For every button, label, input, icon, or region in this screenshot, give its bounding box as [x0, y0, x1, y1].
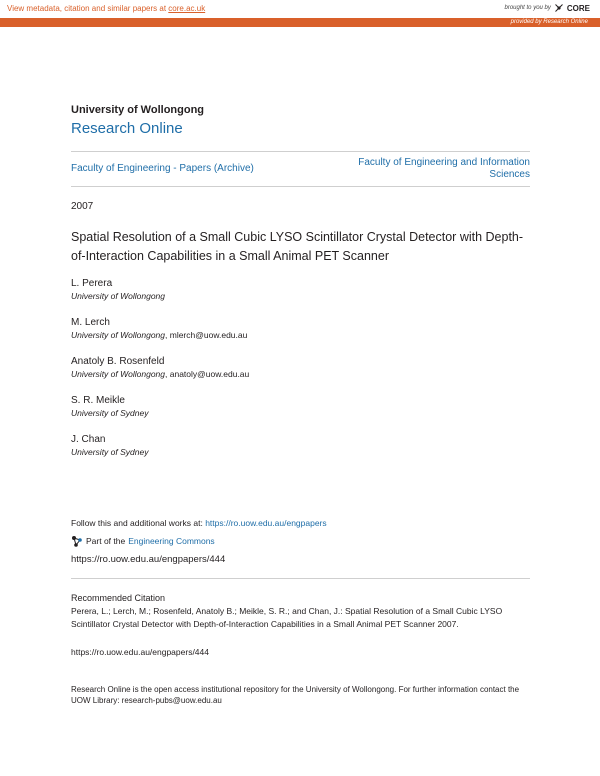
author-item — [71, 434, 249, 458]
author-item — [71, 317, 249, 341]
core-brought-by — [505, 3, 591, 13]
author-email: , anatoly@uow.edu.au — [165, 369, 250, 379]
core-metadata-link[interactable] — [7, 4, 205, 13]
faculty-left-link[interactable]: Faculty of Engineering - Papers (Archive) — [71, 163, 254, 174]
engineering-commons-link[interactable]: Engineering Commons — [128, 536, 215, 546]
author-name: J. Chan — [71, 434, 106, 445]
faculty-right-link[interactable]: Faculty of Engineering and Information Sciences — [358, 157, 530, 180]
core-provided-by: provided by Research Online — [510, 19, 588, 25]
author-list — [71, 278, 249, 473]
footer-note: Research Online is the open access institutional repository for the University of Wollongong. For further information contact the UOW Library: research-pubs@uow.edu.au — [71, 685, 520, 705]
author-item — [71, 278, 249, 302]
part-of-text: Part of the — [86, 536, 126, 546]
author-affiliation: University of Wollongong — [71, 291, 166, 301]
author-affiliation: University of Wollongong, mlerch@uow.edu.au — [71, 330, 248, 340]
core-brand: CORE — [566, 3, 590, 13]
divider-bottom — [71, 186, 530, 187]
core-top-bar — [0, 0, 600, 18]
author-item — [71, 395, 249, 419]
author-affiliation: University of Wollongong, anatoly@uow.edu.au — [71, 369, 250, 379]
divider-top — [71, 151, 530, 152]
university-name: University of Wollongong — [71, 104, 205, 116]
core-link-prefix: View metadata, citation and similar papers at — [7, 4, 169, 13]
author-name: Anatoly B. Rosenfeld — [71, 356, 165, 367]
author-email: , mlerch@uow.edu.au — [165, 330, 248, 340]
author-affiliation: University of Sydney — [71, 408, 149, 418]
author-name: S. R. Meikle — [71, 395, 125, 406]
core-logo-icon — [554, 3, 564, 13]
repository-title[interactable]: Research Online — [71, 120, 183, 137]
author-name: L. Perera — [71, 278, 113, 289]
author-affiliation: University of Sydney — [71, 447, 149, 457]
core-link-domain: core.ac.uk — [168, 4, 206, 13]
core-orange-strip — [0, 18, 600, 27]
follow-works — [71, 518, 327, 528]
handle-url[interactable]: https://ro.uow.edu.au/engpapers/444 — [71, 554, 226, 565]
author-name: M. Lerch — [71, 317, 110, 328]
paper-title[interactable]: Spatial Resolution of a Small Cubic LYSO Scintillator Crystal Detector with Depth-of-Interaction Capabilities in a Small Animal PET Scanner — [71, 230, 524, 263]
citation-text: Perera, L.; Lerch, M.; Rosenfeld, Anatoly B.; Meikle, S. R.; and Chan, J.: Spatial Resolution of a Small Cubic LYSO Scintillator Crystal Detector with Depth-of-Interaction Capabilities in a Small Animal PET Scanner 2007. — [71, 606, 503, 629]
divider-citation — [71, 578, 530, 579]
commons-network-icon — [71, 535, 83, 547]
core-banner — [0, 0, 600, 27]
core-brought-by-text: brought to you by — [504, 5, 551, 11]
citation-url[interactable]: https://ro.uow.edu.au/engpapers/444 — [71, 647, 209, 657]
author-item — [71, 356, 249, 380]
follow-url-link[interactable]: https://ro.uow.edu.au/engpapers — [205, 518, 327, 528]
follow-text: Follow this and additional works at: — [71, 518, 206, 528]
publication-year: 2007 — [71, 201, 94, 212]
citation-heading: Recommended Citation — [71, 593, 166, 603]
part-of — [71, 535, 215, 547]
